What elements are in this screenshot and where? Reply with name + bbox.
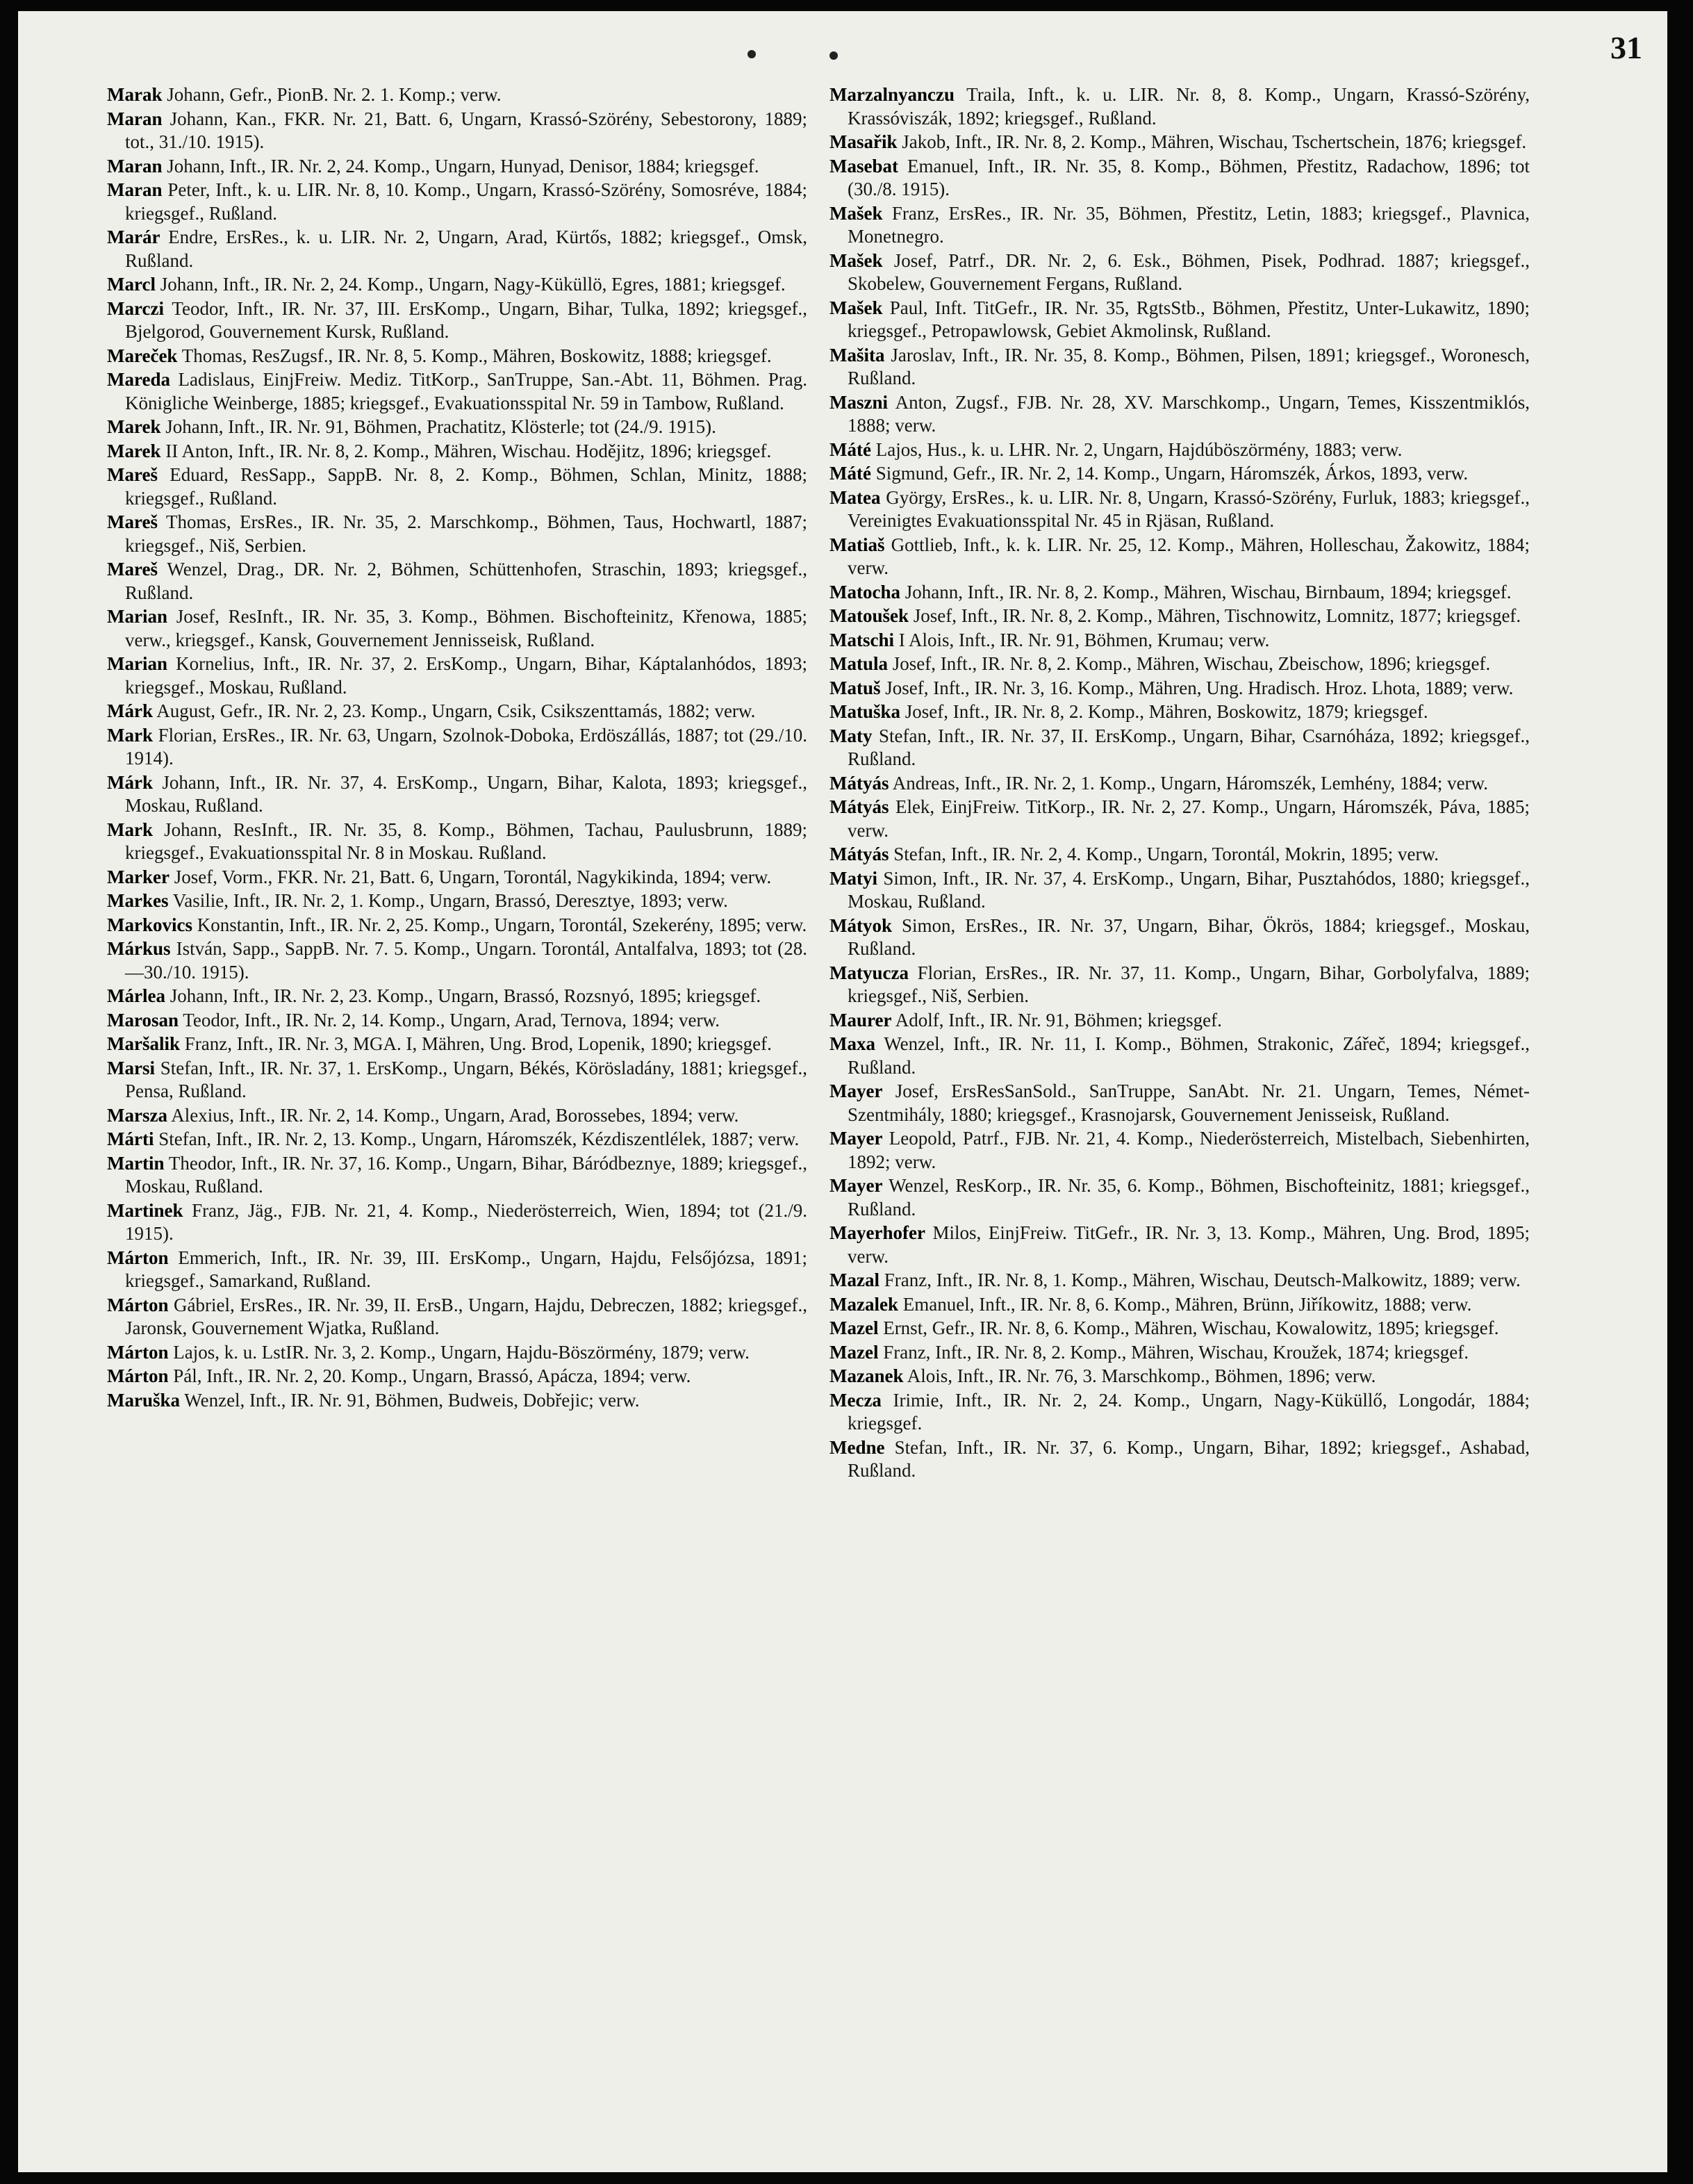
entry-surname: Maran [107,155,163,176]
entry-surname: Márton [107,1247,169,1268]
entry-details: Milos, EinjFreiw. TitGefr., IR. Nr. 3, 13. Komp., Mähren, Ung. Brod, 1895; verw. [848,1222,1530,1267]
entry-details: Kornelius, Inft., IR. Nr. 37, 2. ErsKomp., Ungarn, Bihar, Káptalanhódos, 1893; kriegsgef., Moskau, Rußland. [125,653,807,698]
entry-surname: Marian [107,653,167,674]
roll-entry [107,155,807,179]
roll-entry [107,985,807,1008]
roll-entry [829,1436,1530,1483]
entry-details: Lajos, Hus., k. u. LHR. Nr. 2, Ungarn, Hajdúböszörmény, 1883; verw. [870,438,1403,460]
roll-entry [829,391,1530,438]
entry-details: Alois, Inft., IR. Nr. 76, 3. Marschkomp., Böhmen, 1896; verw. [903,1365,1376,1386]
entry-surname: Mazel [829,1317,879,1338]
entry-surname: Matea [829,486,881,508]
entry-details: Anton, Zugsf., FJB. Nr. 28, XV. Marschkomp., Ungarn, Temes, Kisszentmiklós, 1888; verw. [848,391,1530,436]
roll-entry [829,962,1530,1008]
roll-entry [107,1152,807,1199]
roll-entry [107,889,807,913]
entry-surname: Marzalnyanczu [829,84,955,105]
entry-details: Johann, Inft., IR. Nr. 2, 23. Komp., Ungarn, Brassó, Rozsnyó, 1895; kriegsgef. [165,985,761,1006]
roll-entry [107,1389,807,1413]
entry-details: Konstantin, Inft., IR. Nr. 2, 25. Komp., Ungarn, Torontál, Szekerény, 1895; verw. [192,914,807,935]
entry-surname: Mark [107,724,153,746]
entry-surname: Maxa [829,1033,875,1054]
entry-details: Emanuel, Inft., IR. Nr. 35, 8. Komp., Böhmen, Přestitz, Radachow, 1896; tot (30./8. 1915). [848,155,1530,199]
entry-surname: Máté [829,438,871,460]
entry-details: Josef, Patrf., DR. Nr. 2, 6. Esk., Böhmen, Pisek, Podhrad. 1887; kriegsgef., Skobelew, Gouvernement Fergans, Rußland. [848,249,1530,294]
roll-entry [829,438,1530,462]
entry-details: Josef, ErsResSanSold., SanTruppe, SanAbt. Nr. 21. Ungarn, Temes, Német-Szentmihály, 1880; kriegsgef., Krasnojarsk, Gouvernement Jenisseisk, Rußland. [848,1081,1530,1125]
roll-entry [107,273,807,297]
roll-entry [829,629,1530,652]
entry-details: Franz, Jäg., FJB. Nr. 21, 4. Komp., Niederösterreich, Wien, 1894; tot (21./9. 1915). [125,1199,807,1244]
entry-details: Johann, Kan., FKR. Nr. 21, Batt. 6, Ungarn, Krassó-Szörény, Sebestorony, 1889; tot., 31./10. 1915). [125,108,807,152]
entry-surname: Matyi [829,867,877,889]
roll-entry [829,1033,1530,1079]
roll-entry [107,700,807,723]
entry-details: Stefan, Inft., IR. Nr. 37, II. ErsKomp., Ungarn, Bihar, Csarnóháza, 1892; kriegsgef., Rußland. [848,725,1530,769]
entry-details: Gottlieb, Inft., k. k. LIR. Nr. 25, 12. Komp., Mähren, Holleschau, Žakowitz, 1884; verw. [848,534,1530,578]
roll-entry [829,796,1530,842]
roll-entry [829,344,1530,391]
roll-entry [107,511,807,557]
roll-entry [829,462,1530,486]
entry-surname: Mareš [107,511,158,532]
roll-entry [107,724,807,771]
entry-details: Josef, Vorm., FKR. Nr. 21, Batt. 6, Ungarn, Torontál, Nagykikinda, 1894; verw. [169,866,772,887]
entry-surname: Maran [107,179,163,200]
roll-entry [829,83,1530,130]
roll-entry [829,1269,1530,1292]
entry-surname: Maurer [829,1009,892,1031]
entry-surname: Márti [107,1128,154,1149]
entry-details: István, Sapp., SappB. Nr. 7. 5. Komp., Ungarn. Torontál, Antalfalva, 1893; tot (28.—30./10. 1915). [125,938,807,983]
entry-details: Vasilie, Inft., IR. Nr. 2, 1. Komp., Ungarn, Brassó, Deresztye, 1893; verw. [168,890,728,911]
entry-details: Josef, Inft., IR. Nr. 8, 2. Komp., Mähren, Wischau, Zbeischow, 1896; kriegsgef. [888,653,1491,674]
roll-entry [829,581,1530,605]
entry-details: Alexius, Inft., IR. Nr. 2, 14. Komp., Ungarn, Arad, Borossebes, 1894; verw. [167,1104,739,1126]
entry-details: Josef, Inft., IR. Nr. 8, 2. Komp., Mähren, Boskowitz, 1879; kriegsgef. [900,701,1428,722]
entry-details: Elek, EinjFreiw. TitKorp., IR. Nr. 2, 27. Komp., Ungarn, Háromszék, Páva, 1885; verw. [848,796,1530,841]
entry-surname: Marczi [107,297,164,319]
roll-entry [829,486,1530,533]
roll-entry [107,297,807,344]
roll-entry [107,440,807,463]
entry-surname: Marsi [107,1057,155,1078]
roll-entry [829,131,1530,154]
entry-surname: Marek [107,440,161,461]
entry-details: Jakob, Inft., IR. Nr. 8, 2. Komp., Mähren, Wischau, Tschertschein, 1876; kriegsgef. [897,131,1527,152]
roll-entry [107,1199,807,1246]
entry-details: Peter, Inft., k. u. LIR. Nr. 8, 10. Komp., Ungarn, Krassó-Szörény, Somosréve, 1884; kriegsgef., Rußland. [125,179,807,224]
entry-surname: Mašek [829,249,883,271]
entry-surname: Márton [107,1294,169,1315]
entry-details: Wenzel, Inft., IR. Nr. 91, Böhmen, Budweis, Dobřejic; verw. [180,1389,640,1411]
entry-surname: Mayerhofer [829,1222,925,1243]
entry-details: Wenzel, Inft., IR. Nr. 11, I. Komp., Böhmen, Strakonic, Zářeč, 1894; kriegsgef., Rußland. [848,1033,1530,1078]
entry-surname: Márton [107,1341,169,1363]
entry-details: Thomas, ErsRes., IR. Nr. 35, 2. Marschkomp., Böhmen, Taus, Hochwartl, 1887; kriegsgef., Niš, Serbien. [125,511,807,556]
entry-details: Adolf, Inft., IR. Nr. 91, Böhmen; kriegsgef. [891,1009,1222,1031]
entry-surname: Masebat [829,155,898,176]
printing-mark [748,50,756,58]
entry-surname: Matula [829,653,888,674]
entry-surname: Medne [829,1436,885,1458]
roll-entry [107,1104,807,1128]
entry-surname: Martin [107,1152,165,1174]
entry-surname: Mareček [107,345,178,366]
entry-details: Simon, ErsRes., IR. Nr. 37, Ungarn, Bihar, Ökrös, 1884; kriegsgef., Moskau, Rußland. [848,914,1530,959]
entry-details: Josef, Inft., IR. Nr. 8, 2. Komp., Mähren, Tischnowitz, Lomnitz, 1877; kriegsgef. [909,605,1521,626]
roll-entry [107,108,807,154]
entry-surname: Mazel [829,1341,879,1363]
entry-details: I Alois, Inft., IR. Nr. 91, Böhmen, Krumau; verw. [893,629,1270,650]
printing-mark [829,51,838,60]
entry-details: Franz, ErsRes., IR. Nr. 35, Böhmen, Přestitz, Letin, 1883; kriegsgef., Plavnica, Monetnegro. [848,202,1530,247]
roll-entry [829,677,1530,700]
entry-surname: Mecza [829,1389,882,1411]
entry-details: Jaroslav, Inft., IR. Nr. 35, 8. Komp., Böhmen, Pilsen, 1891; kriegsgef., Woronesch, Rußland. [848,344,1530,388]
roll-entry [107,558,807,605]
roll-entry [829,1080,1530,1126]
roll-entry [829,1389,1530,1436]
entry-surname: Mašek [829,202,883,224]
entry-surname: Markovics [107,914,192,935]
entry-details: Theodor, Inft., IR. Nr. 37, 16. Komp., Ungarn, Bihar, Báródbeznye, 1889; kriegsgef., Moskau, Rußland. [125,1152,807,1197]
entry-details: Franz, Inft., IR. Nr. 3, MGA. I, Mähren, Ung. Brod, Lopenik, 1890; kriegsgef. [180,1033,772,1054]
roll-entry [107,1033,807,1056]
entry-surname: Marak [107,84,163,105]
roll-entry [107,914,807,937]
entry-surname: Marek [107,416,161,437]
roll-entry [829,725,1530,771]
entry-surname: Mátyok [829,914,892,936]
entry-surname: Márk [107,771,153,793]
entry-surname: Marsza [107,1104,167,1126]
roll-entry [107,1057,807,1103]
entry-details: Simon, Inft., IR. Nr. 37, 4. ErsKomp., Ungarn, Bihar, Pusztahódos, 1880; kriegsgef., Moskau, Rußland. [848,867,1530,912]
roll-entry [107,866,807,889]
entry-surname: Markes [107,890,169,911]
entry-details: Franz, Inft., IR. Nr. 8, 1. Komp., Mähren, Wischau, Deutsch-Malkowitz, 1889; verw. [879,1270,1521,1290]
entry-surname: Maršalik [107,1033,180,1054]
entry-surname: Marian [107,606,167,627]
left-column [107,83,807,1413]
entry-details: Teodor, Inft., IR. Nr. 37, III. ErsKomp., Ungarn, Bihar, Tulka, 1892; kriegsgef., Bjelgorod, Gouvernement Kursk, Rußland. [125,297,807,342]
entry-details: Johann, Inft., IR. Nr. 91, Böhmen, Prachatitz, Klösterle; tot (24./9. 1915). [160,416,716,437]
roll-entry [107,605,807,652]
entry-details: Stefan, Inft., IR. Nr. 2, 4. Komp., Ungarn, Torontál, Mokrin, 1895; verw. [889,844,1439,864]
entry-details: Stefan, Inft., IR. Nr. 2, 13. Komp., Ungarn, Háromszék, Kézdiszentlélek, 1887; verw. [154,1128,800,1149]
roll-entry [829,867,1530,914]
entry-surname: Mazalek [829,1293,898,1315]
document-page [18,11,1667,2172]
entry-surname: Mareda [107,369,170,390]
entry-surname: Matiaš [829,534,885,555]
entry-details: Thomas, ResZugsf., IR. Nr. 8, 5. Komp., Mähren, Boskowitz, 1888; kriegsgef. [177,345,772,366]
entry-details: Johann, Inft., IR. Nr. 2, 24. Komp., Ungarn, Hunyad, Denisor, 1884; kriegsgef. [162,155,759,176]
entry-details: Wenzel, Drag., DR. Nr. 2, Böhmen, Schüttenhofen, Straschin, 1893; kriegsgef., Rußland. [125,559,807,603]
entry-surname: Matschi [829,629,894,650]
entry-details: Johann, Inft., IR. Nr. 37, 4. ErsKomp., Ungarn, Bihar, Kalota, 1893; kriegsgef., Moskau, Rußland. [125,771,807,816]
entry-details: Josef, Inft., IR. Nr. 3, 16. Komp., Mähren, Ung. Hradisch. Hroz. Lhota, 1889; verw. [880,677,1514,698]
entry-surname: Márlea [107,985,165,1006]
entry-surname: Matyucza [829,962,909,983]
entry-surname: Mark [107,819,153,840]
entry-details: Irimie, Inft., IR. Nr. 2, 24. Komp., Ungarn, Nagy-Küküllő, Longodár, 1884; kriegsgef. [848,1389,1530,1434]
page-number: 31 [1610,30,1642,65]
roll-entry [829,1222,1530,1268]
entry-details: Leopold, Patrf., FJB. Nr. 21, 4. Komp., Niederösterreich, Mistelbach, Siebenhirten, 1892; verw. [848,1128,1530,1172]
entry-details: Gábriel, ErsRes., IR. Nr. 39, II. ErsB., Ungarn, Hajdu, Debreczen, 1882; kriegsgef., Jaronsk, Gouvernement Wjatka, Rußland. [125,1294,807,1338]
entry-details: Ernst, Gefr., IR. Nr. 8, 6. Komp., Mähren, Wischau, Kowalowitz, 1895; kriegsgef. [878,1317,1499,1338]
entry-details: Paul, Inft. TitGefr., IR. Nr. 35, RgtsStb., Böhmen, Přestitz, Unter-Lukawitz, 1890; kriegsgef., Petropawlowsk, Gebiet Akmolinsk, Rußland. [848,297,1530,341]
entry-surname: Mayer [829,1175,883,1196]
roll-entry [107,179,807,225]
roll-entry [829,249,1530,296]
entry-details: György, ErsRes., k. u. LIR. Nr. 8, Ungarn, Krassó-Szörény, Furluk, 1883; kriegsgef., Vereinigtes Evakuationsspital Nr. 45 in Rjäsan, Rußland. [848,486,1530,531]
entry-surname: Maran [107,108,163,129]
entry-details: Traila, Inft., k. u. LIR. Nr. 8, 8. Komp., Ungarn, Krassó-Szörény, Krassóviszák, 1892; kriegsgef., Rußland. [848,84,1530,129]
entry-surname: Mayer [829,1128,883,1149]
entry-surname: Mazanek [829,1365,904,1386]
entry-details: Franz, Inft., IR. Nr. 8, 2. Komp., Mähren, Wischau, Kroužek, 1874; kriegsgef. [878,1341,1469,1363]
entry-surname: Maruška [107,1389,181,1411]
roll-entry [829,1293,1530,1317]
roll-entry [107,226,807,272]
entry-surname: Mátyás [829,772,889,794]
roll-entry [107,1341,807,1365]
entry-surname: Marker [107,866,170,887]
entry-details: Florian, ErsRes., IR. Nr. 37, 11. Komp., Ungarn, Bihar, Gorbolyfalva, 1889; kriegsgef., Niš, Serbien. [848,962,1530,1006]
entry-details: Eduard, ResSapp., SappB. Nr. 8, 2. Komp., Böhmen, Schlan, Minitz, 1888; kriegsgef., Rußland. [125,464,807,509]
roll-entry [107,819,807,865]
entry-surname: Matuš [829,677,881,698]
entry-surname: Mareš [107,559,158,580]
entry-surname: Matocha [829,581,900,602]
entry-details: Emanuel, Inft., IR. Nr. 8, 6. Komp., Mähren, Brünn, Jiříkowitz, 1888; verw. [898,1293,1472,1315]
roll-entry [107,1128,807,1151]
roll-entry [107,345,807,368]
roll-entry [107,83,807,107]
entry-surname: Márkus [107,938,171,959]
entry-details: Johann, Inft., IR. Nr. 2, 24. Komp., Ungarn, Nagy-Küküllö, Egres, 1881; kriegsgef. [155,274,786,295]
entry-surname: Marcl [107,274,156,295]
entry-surname: Masařik [829,131,898,152]
entry-details: Josef, ResInft., IR. Nr. 35, 3. Komp., Böhmen. Bischofteinitz, Křenowa, 1885; verw., kriegsgef., Kansk, Gouvernement Jennisseisk, Rußland. [125,606,807,650]
roll-entry [829,1009,1530,1033]
roll-entry [107,416,807,439]
entry-details: II Anton, Inft., IR. Nr. 8, 2. Komp., Mähren, Wischau. Hodějitz, 1896; kriegsgef. [160,440,772,461]
entry-surname: Mareš [107,464,158,485]
entry-surname: Márk [107,700,153,721]
entry-surname: Marár [107,227,160,247]
entry-surname: Mátyás [829,796,889,817]
roll-entry [829,1174,1530,1221]
roll-entry [829,1127,1530,1174]
entry-details: Emmerich, Inft., IR. Nr. 39, III. ErsKomp., Ungarn, Hajdu, Felsőjózsa, 1891; kriegsgef., Samarkand, Rußland. [125,1247,807,1291]
entry-surname: Martinek [107,1199,183,1221]
roll-entry [829,1341,1530,1365]
entry-details: Wenzel, ResKorp., IR. Nr. 35, 6. Komp., Böhmen, Bischofteinitz, 1881; kriegsgef., Rußland. [848,1175,1530,1220]
roll-entry [829,772,1530,796]
right-column [829,83,1530,1484]
roll-entry [829,534,1530,580]
entry-surname: Mátyás [829,844,889,864]
entry-details: Stefan, Inft., IR. Nr. 37, 1. ErsKomp., Ungarn, Békés, Körösladány, 1881; kriegsgef., Pensa, Rußland. [125,1057,807,1101]
roll-entry [829,202,1530,249]
entry-details: Florian, ErsRes., IR. Nr. 63, Ungarn, Szolnok-Doboka, Erdöszállás, 1887; tot (29./10. 1914). [125,724,807,769]
entry-surname: Marosan [107,1009,179,1031]
entry-details: Johann, Gefr., PionB. Nr. 2. 1. Komp.; verw. [162,84,502,105]
entry-details: Endre, ErsRes., k. u. LIR. Nr. 2, Ungarn, Arad, Kürtős, 1882; kriegsgef., Omsk, Rußland. [125,227,807,271]
entry-details: Ladislaus, EinjFreiw. Mediz. TitKorp., SanTruppe, San.-Abt. 11, Böhmen. Prag. Königliche Weinberge, 1885; kriegsgef., Evakuationsspital Nr. 59 in Tambow, Rußland. [125,369,807,413]
roll-entry [107,937,807,984]
roll-entry [107,1247,807,1293]
roll-entry [107,652,807,699]
roll-entry [829,652,1530,676]
entry-details: Pál, Inft., IR. Nr. 2, 20. Komp., Ungarn, Brassó, Apácza, 1894; verw. [168,1365,691,1386]
roll-entry [107,1365,807,1388]
entry-details: Johann, Inft., IR. Nr. 8, 2. Komp., Mähren, Wischau, Birnbaum, 1894; kriegsgef. [900,581,1512,602]
entry-details: Teodor, Inft., IR. Nr. 2, 14. Komp., Ungarn, Arad, Ternova, 1894; verw. [179,1009,720,1031]
entry-surname: Mazal [829,1270,879,1290]
roll-entry [107,368,807,415]
entry-surname: Márton [107,1365,169,1386]
roll-entry [829,1365,1530,1388]
entry-details: Lajos, k. u. LstIR. Nr. 3, 2. Komp., Ungarn, Hajdu-Böszörmény, 1879; verw. [168,1341,750,1363]
roll-entry [829,700,1530,724]
entry-surname: Matuška [829,701,901,722]
roll-entry [107,463,807,510]
roll-entry [829,155,1530,202]
entry-surname: Mašek [829,297,883,318]
entry-details: Johann, ResInft., IR. Nr. 35, 8. Komp., Böhmen, Tachau, Paulusbrunn, 1889; kriegsgef., Evakuationsspital Nr. 8 in Moskau. Rußland. [125,819,807,863]
roll-entry [829,914,1530,961]
entry-surname: Maszni [829,391,888,413]
entry-surname: Mašita [829,344,885,366]
roll-entry [107,1009,807,1033]
entry-surname: Matoušek [829,605,909,626]
entry-surname: Maty [829,725,873,746]
entry-details: Andreas, Inft., IR. Nr. 2, 1. Komp., Ungarn, Háromszék, Lemhény, 1884; verw. [889,772,1489,794]
entry-surname: Mayer [829,1081,883,1101]
roll-entry [829,843,1530,867]
entry-surname: Máté [829,463,871,484]
roll-entry [107,771,807,818]
roll-entry [829,297,1530,343]
roll-entry [829,1317,1530,1340]
roll-entry [107,1294,807,1340]
entry-details: August, Gefr., IR. Nr. 2, 23. Komp., Ungarn, Csik, Csikszenttamás, 1882; verw. [152,700,756,721]
roll-entry [829,605,1530,628]
entry-details: Sigmund, Gefr., IR. Nr. 2, 14. Komp., Ungarn, Háromszék, Árkos, 1893, verw. [870,463,1469,484]
entry-details: Stefan, Inft., IR. Nr. 37, 6. Komp., Ungarn, Bihar, 1892; kriegsgef., Ashabad, Rußland. [848,1436,1530,1481]
